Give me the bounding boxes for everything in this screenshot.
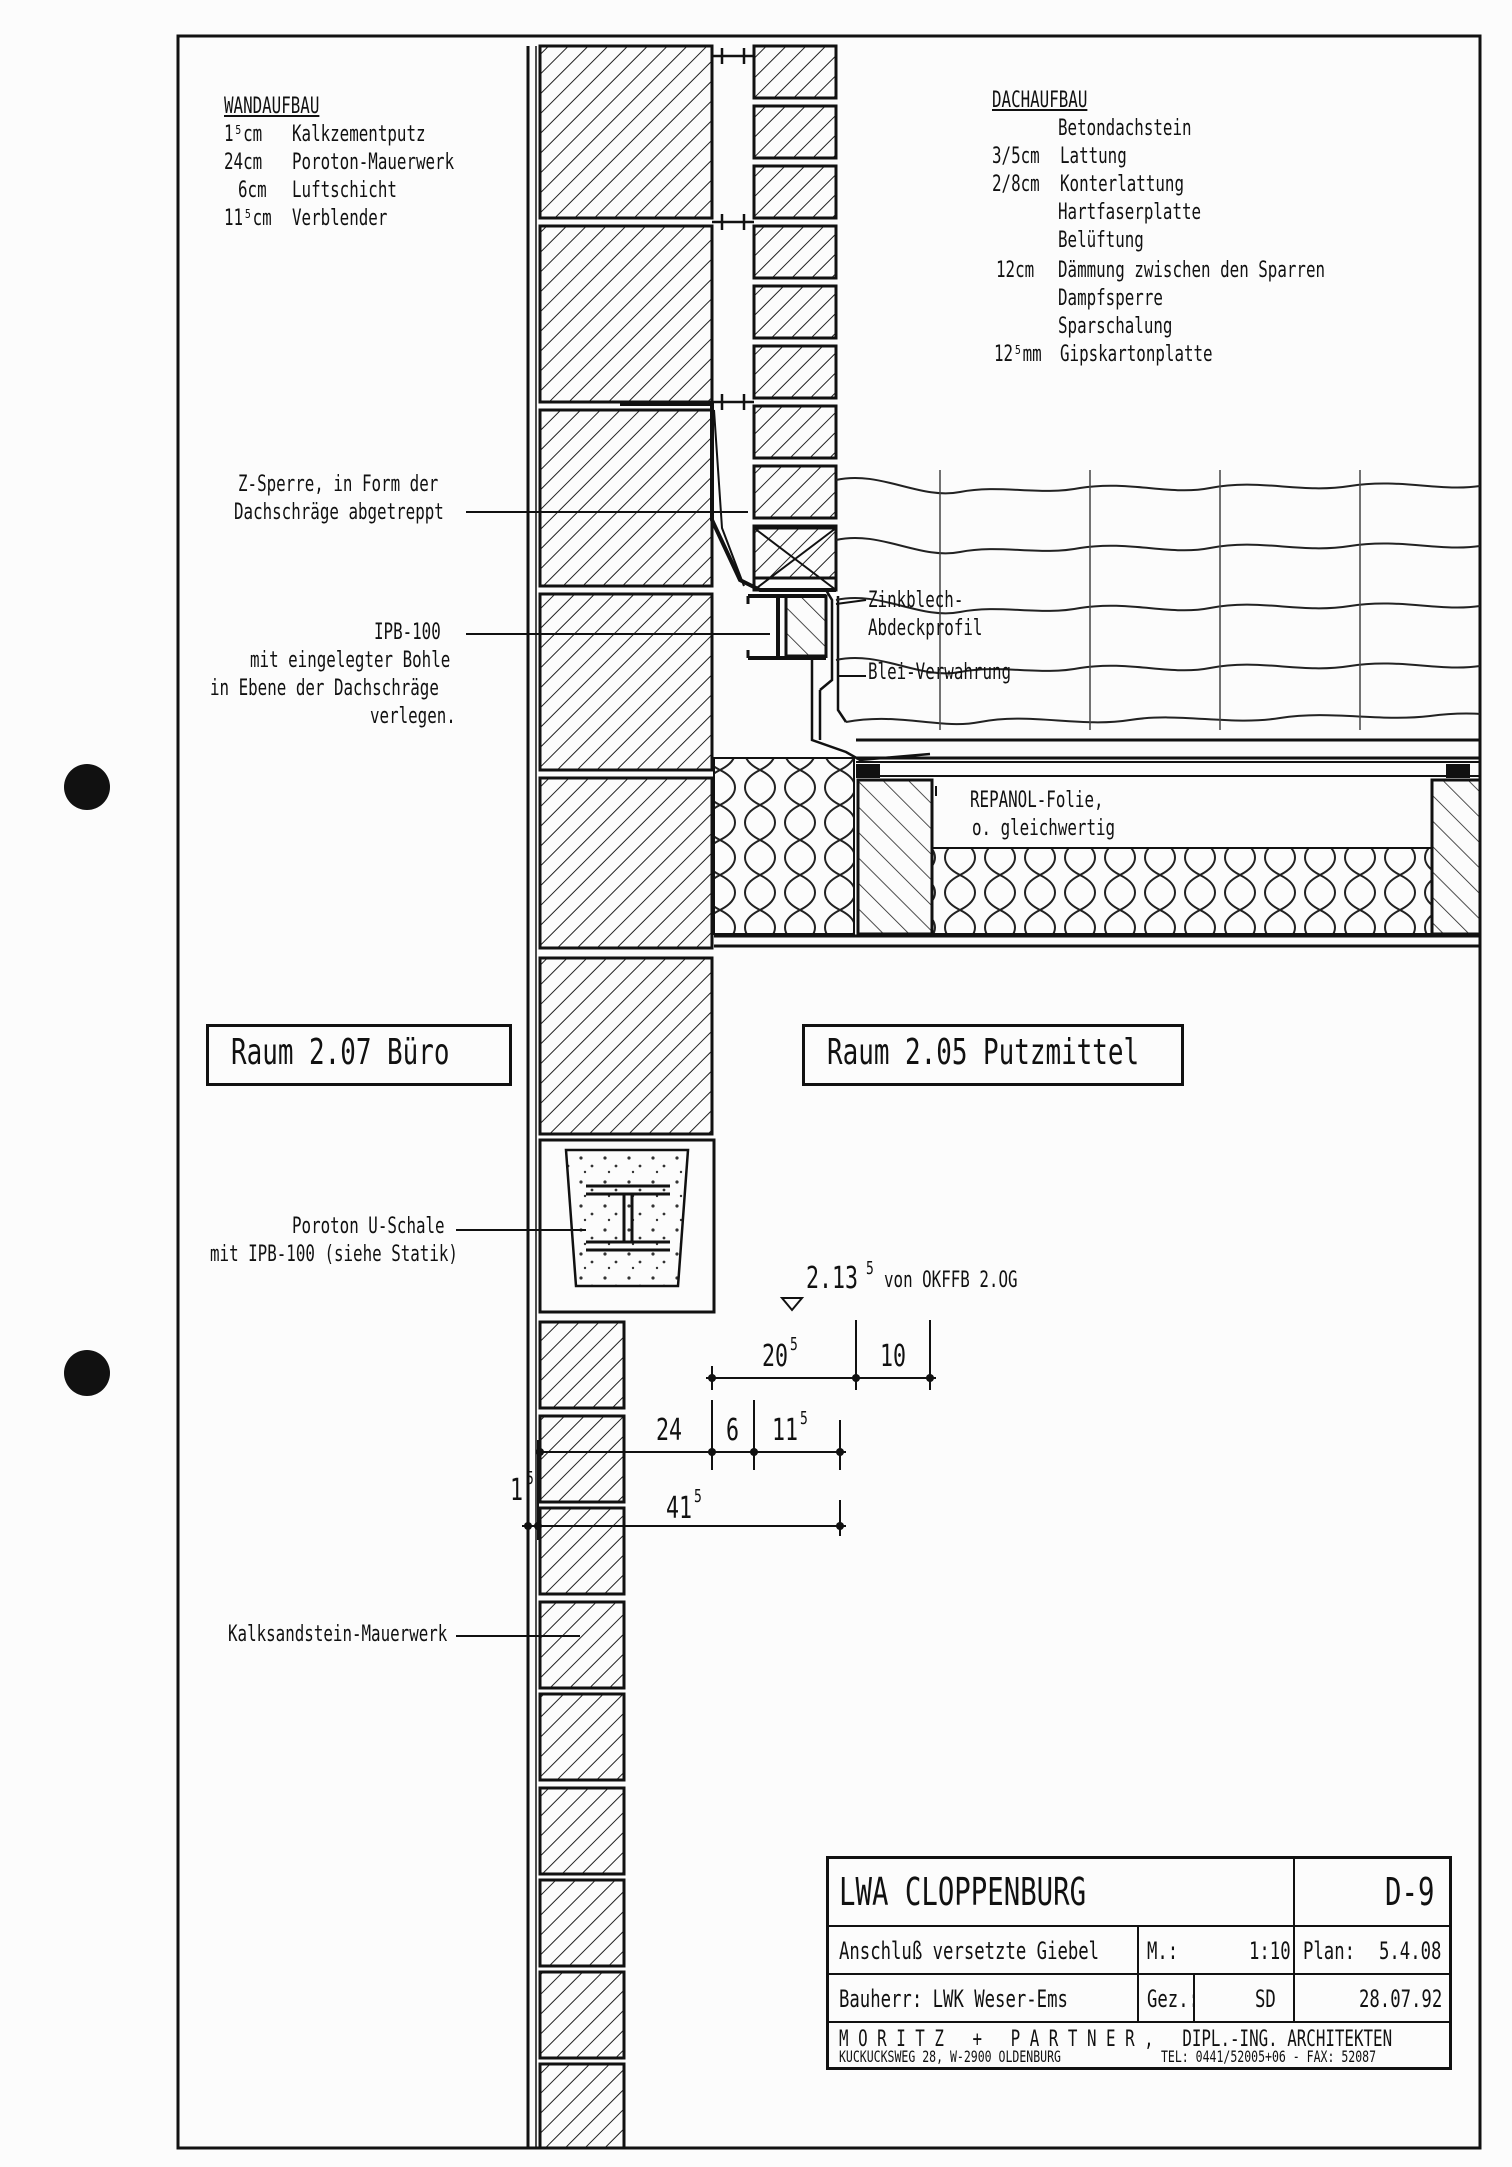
roof-layer-3-material: Konterlattung [1060, 172, 1184, 197]
roof-layer-6-thickness: 12cm [996, 258, 1035, 283]
dim-total-value: 41 [666, 1491, 693, 1526]
dim-air-gap-value: 6 [726, 1413, 740, 1448]
ipb-callout-line3: in Ebene der Dachschräge [210, 676, 439, 701]
dim-veneer-cavity-sup: 5 [790, 1334, 798, 1355]
level-superscript: 5 [866, 1258, 874, 1279]
plan-label: Plan: [1303, 1937, 1356, 1965]
dim-plaster-value: 1 [510, 1473, 524, 1508]
u-shell-callout-line2: mit IPB-100 (siehe Statik) [210, 1242, 458, 1267]
ipb-callout-line4: verlegen. [370, 704, 456, 729]
ipb-callout-line1: IPB-100 [374, 620, 441, 645]
firm-contact: TEL: 0441/52005+06 - FAX: 52087 [1161, 2047, 1377, 2066]
drawn-by-label: Gez.: [1147, 1985, 1200, 2013]
room-label-office-text: Raum 2.07 Büro [231, 1032, 450, 1073]
roof-layer-9-material: Gipskartonplatte [1060, 342, 1213, 367]
drawn-by-value: SD [1255, 1985, 1276, 2013]
project-name: LWA CLOPPENBURG [839, 1870, 1087, 1914]
zinc-flashing-callout-line2: Abdeckprofil [868, 616, 983, 641]
wall-layer-3-material: Luftschicht [292, 178, 397, 203]
roof-layer-6-material: Dämmung zwischen den Sparren [1058, 258, 1326, 283]
roof-layer-2-material: Lattung [1060, 144, 1127, 169]
wall-construction-heading: WANDAUFBAU [224, 94, 320, 119]
sheet-number: D-9 [1385, 1870, 1435, 1914]
sand-lime-callout: Kalksandstein-Mauerwerk [228, 1622, 448, 1647]
room-label-cleaning-text: Raum 2.05 Putzmittel [827, 1032, 1140, 1073]
roof-layer-4-material: Hartfaserplatte [1058, 200, 1202, 225]
wall-layer-1-material: Kalkzementputz [292, 122, 426, 147]
dim-plaster-sup: 5 [526, 1468, 534, 1489]
firm-address: KUCKUCKSWEG 28, W-2900 OLDENBURG [839, 2047, 1061, 2066]
wall-layer-2-material: Poroton-Mauerwerk [292, 150, 455, 175]
zinc-flashing-callout-line1: Zinkblech- [868, 588, 964, 613]
roof-layer-2-thickness: 3/5cm [992, 144, 1040, 169]
room-label-office [206, 1024, 512, 1086]
drawing-date: 28.07.92 [1359, 1985, 1443, 2013]
client: Bauherr: LWK Weser-Ems [839, 1985, 1068, 2013]
wall-layer-4-thickness: 11⁵cm [224, 206, 272, 231]
repanol-callout-line1: REPANOL-Folie, [970, 788, 1104, 813]
drawing-subject: Anschluß versetzte Giebel [839, 1937, 1100, 1965]
dim-veneer-sup: 5 [800, 1408, 808, 1429]
wall-layer-4-material: Verblender [292, 206, 388, 231]
dim-veneer-cavity-value: 20 [762, 1339, 789, 1374]
wall-layer-1-thickness: 1⁵cm [224, 122, 263, 147]
firm-name: M O R I T Z + P A R T N E R , DIPL.-ING. ARCHITEKTEN [839, 2027, 1393, 2052]
roof-layer-5-material: Belüftung [1058, 228, 1144, 253]
z-barrier-callout-line2: Dachschräge abgetreppt [234, 500, 444, 525]
roof-layer-3-thickness: 2/8cm [992, 172, 1040, 197]
dim-poroton-value: 24 [656, 1413, 683, 1448]
plan-value: 5.4.08 [1379, 1937, 1442, 1965]
roof-layer-8-material: Sparschalung [1058, 314, 1173, 339]
level-value: 2.13 [806, 1261, 859, 1296]
roof-layer-7-material: Dampfsperre [1058, 286, 1163, 311]
scale-label: M.: [1147, 1937, 1179, 1965]
roof-layer-9-thickness: 12⁵mm [994, 342, 1042, 367]
wall-layer-3-thickness: 6cm [238, 178, 267, 203]
scale-value: 1:10 [1249, 1937, 1291, 1965]
u-shell-callout-line1: Poroton U-Schale [292, 1214, 445, 1239]
roof-layer-1-material: Betondachstein [1058, 116, 1192, 141]
ipb-callout-line2: mit eingelegter Bohle [250, 648, 451, 673]
dim-roof-offset-value: 10 [880, 1339, 907, 1374]
roof-construction-heading: DACHAUFBAU [992, 88, 1088, 113]
level-reference: von OKFFB 2.OG [884, 1268, 1018, 1293]
lead-flashing-callout: Blei-Verwahrung [868, 660, 1012, 685]
z-barrier-callout-line1: Z-Sperre, in Form der [238, 472, 439, 497]
dim-total-sup: 5 [694, 1486, 702, 1507]
dim-veneer-value: 11 [772, 1413, 799, 1448]
repanol-callout-line2: o. gleichwertig [972, 816, 1116, 841]
room-label-cleaning [802, 1024, 1184, 1086]
title-block [826, 1856, 1452, 2070]
wall-layer-2-thickness: 24cm [224, 150, 263, 175]
